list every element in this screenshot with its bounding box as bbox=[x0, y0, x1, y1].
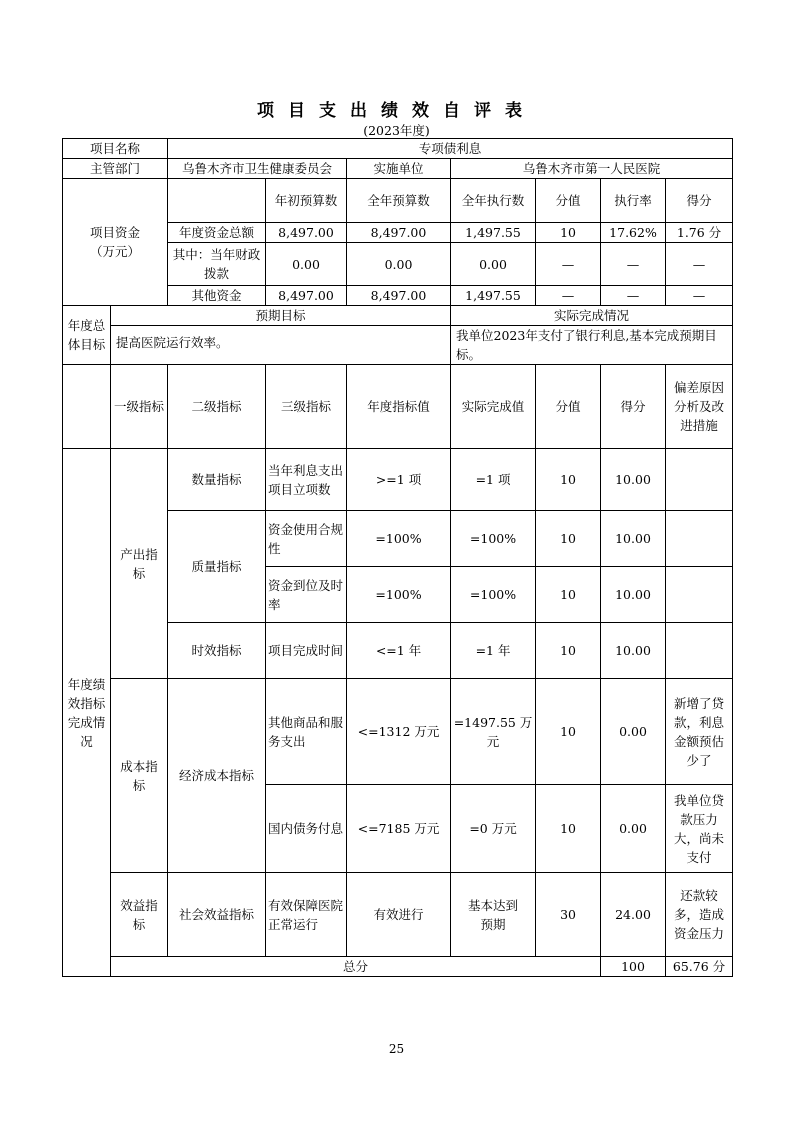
total-label: 总分 bbox=[111, 957, 601, 977]
l3-indicator: 其他商品和服务支出 bbox=[266, 679, 347, 785]
l3-indicator: 当年利息支出项目立项数 bbox=[266, 449, 347, 511]
dept-value: 乌鲁木齐市卫生健康委员会 bbox=[168, 159, 347, 179]
score-value: 10 bbox=[536, 511, 601, 567]
funds-cell: 8,497.00 bbox=[347, 286, 451, 306]
report-year: (2023年度) bbox=[363, 123, 430, 138]
target-value: <=1 年 bbox=[347, 623, 451, 679]
l1-cost: 成本指标 bbox=[111, 679, 168, 873]
total-score: 65.76 分 bbox=[666, 957, 733, 977]
target-value: <=1312 万元 bbox=[347, 679, 451, 785]
project-name-value: 专项债利息 bbox=[168, 139, 733, 159]
indicators-section-label: 年度绩效指标完成情况 bbox=[63, 449, 111, 977]
score: 0.00 bbox=[601, 679, 666, 785]
indicator-header: 一级指标 bbox=[111, 365, 168, 449]
page-title: 项目支出绩效自评表 bbox=[257, 101, 536, 121]
funds-row-label: 其他资金 bbox=[168, 286, 266, 306]
score: 10.00 bbox=[601, 449, 666, 511]
impl-label: 实施单位 bbox=[347, 159, 451, 179]
funds-header: 年初预算数 bbox=[266, 179, 347, 223]
indicator-header: 三级指标 bbox=[266, 365, 347, 449]
l2-quality: 质量指标 bbox=[168, 511, 266, 623]
indicator-header: 分值 bbox=[536, 365, 601, 449]
score-value: 10 bbox=[536, 679, 601, 785]
deviation-note: 还款较多，造成资金压力 bbox=[666, 873, 733, 957]
funds-corner bbox=[168, 179, 266, 223]
funds-row-label: 年度资金总额 bbox=[168, 223, 266, 243]
target-value: 有效进行 bbox=[347, 873, 451, 957]
indicator-header: 实际完成值 bbox=[451, 365, 536, 449]
target-value: =100% bbox=[347, 511, 451, 567]
score: 10.00 bbox=[601, 567, 666, 623]
l3-indicator: 有效保障医院正常运行 bbox=[266, 873, 347, 957]
l1-output: 产出指标 bbox=[111, 449, 168, 679]
funds-cell: 8,497.00 bbox=[266, 286, 347, 306]
funds-cell: 8,497.00 bbox=[266, 223, 347, 243]
funds-cell: 1,497.55 bbox=[451, 286, 536, 306]
l2-quantity: 数量指标 bbox=[168, 449, 266, 511]
indicator-header: 二级指标 bbox=[168, 365, 266, 449]
funds-cell: 10 bbox=[536, 223, 601, 243]
dept-label: 主管部门 bbox=[63, 159, 168, 179]
funds-header: 全年执行数 bbox=[451, 179, 536, 223]
funds-header: 执行率 bbox=[601, 179, 666, 223]
expected-goal-text: 提高医院运行效率。 bbox=[111, 326, 451, 365]
l2-economic-cost: 经济成本指标 bbox=[168, 679, 266, 873]
score: 0.00 bbox=[601, 785, 666, 873]
l2-social-benefit: 社会效益指标 bbox=[168, 873, 266, 957]
funds-cell: — bbox=[666, 286, 733, 306]
score: 24.00 bbox=[601, 873, 666, 957]
funds-row-label: 其中：当年财政拨款 bbox=[168, 243, 266, 286]
l3-indicator: 资金使用合规性 bbox=[266, 511, 347, 567]
actual-value: =1497.55 万元 bbox=[451, 679, 536, 785]
score-value: 30 bbox=[536, 873, 601, 957]
target-value: >=1 项 bbox=[347, 449, 451, 511]
indicator-header: 偏差原因分析及改进措施 bbox=[666, 365, 733, 449]
actual-value: 基本达到预期 bbox=[451, 873, 536, 957]
funds-cell: 8,497.00 bbox=[347, 223, 451, 243]
funds-cell: — bbox=[536, 243, 601, 286]
deviation-note: 新增了贷款，利息金额预估少了 bbox=[666, 679, 733, 785]
score-value: 10 bbox=[536, 785, 601, 873]
impl-value: 乌鲁木齐市第一人民医院 bbox=[451, 159, 733, 179]
funds-cell: — bbox=[601, 286, 666, 306]
funds-header: 全年预算数 bbox=[347, 179, 451, 223]
funds-cell: 17.62% bbox=[601, 223, 666, 243]
indicator-header-blank bbox=[63, 365, 111, 449]
score-value: 10 bbox=[536, 623, 601, 679]
page-number: 25 bbox=[388, 1042, 405, 1056]
funds-label: 项目资金 （万元） bbox=[63, 179, 168, 306]
funds-cell: 0.00 bbox=[266, 243, 347, 286]
l3-indicator: 国内债务付息 bbox=[266, 785, 347, 873]
actual-value: =100% bbox=[451, 567, 536, 623]
l1-benefit: 效益指标 bbox=[111, 873, 168, 957]
expected-goal-label: 预期目标 bbox=[111, 306, 451, 326]
funds-cell: — bbox=[601, 243, 666, 286]
l2-timeliness: 时效指标 bbox=[168, 623, 266, 679]
indicator-header: 年度指标值 bbox=[347, 365, 451, 449]
funds-header: 得分 bbox=[666, 179, 733, 223]
target-value: <=7185 万元 bbox=[347, 785, 451, 873]
total-score-value: 100 bbox=[601, 957, 666, 977]
evaluation-table bbox=[62, 138, 733, 977]
indicator-header: 得分 bbox=[601, 365, 666, 449]
score: 10.00 bbox=[601, 511, 666, 567]
l3-indicator: 资金到位及时率 bbox=[266, 567, 347, 623]
deviation-note bbox=[666, 511, 733, 567]
deviation-note bbox=[666, 623, 733, 679]
funds-cell: 0.00 bbox=[451, 243, 536, 286]
deviation-note bbox=[666, 449, 733, 511]
funds-cell: — bbox=[666, 243, 733, 286]
actual-value: =1 项 bbox=[451, 449, 536, 511]
l3-indicator: 项目完成时间 bbox=[266, 623, 347, 679]
score-value: 10 bbox=[536, 449, 601, 511]
actual-value: =100% bbox=[451, 511, 536, 567]
goals-label: 年度总体目标 bbox=[63, 306, 111, 365]
actual-value: =0 万元 bbox=[451, 785, 536, 873]
score-value: 10 bbox=[536, 567, 601, 623]
target-value: =100% bbox=[347, 567, 451, 623]
funds-cell: 1.76 分 bbox=[666, 223, 733, 243]
actual-goal-text: 我单位2023年支付了银行利息,基本完成预期目标。 bbox=[451, 326, 733, 365]
funds-cell: — bbox=[536, 286, 601, 306]
actual-value: =1 年 bbox=[451, 623, 536, 679]
funds-cell: 1,497.55 bbox=[451, 223, 536, 243]
deviation-note: 我单位贷款压力大，尚未支付 bbox=[666, 785, 733, 873]
project-name-label: 项目名称 bbox=[63, 139, 168, 159]
funds-header: 分值 bbox=[536, 179, 601, 223]
score: 10.00 bbox=[601, 623, 666, 679]
actual-goal-label: 实际完成情况 bbox=[451, 306, 733, 326]
deviation-note bbox=[666, 567, 733, 623]
funds-cell: 0.00 bbox=[347, 243, 451, 286]
